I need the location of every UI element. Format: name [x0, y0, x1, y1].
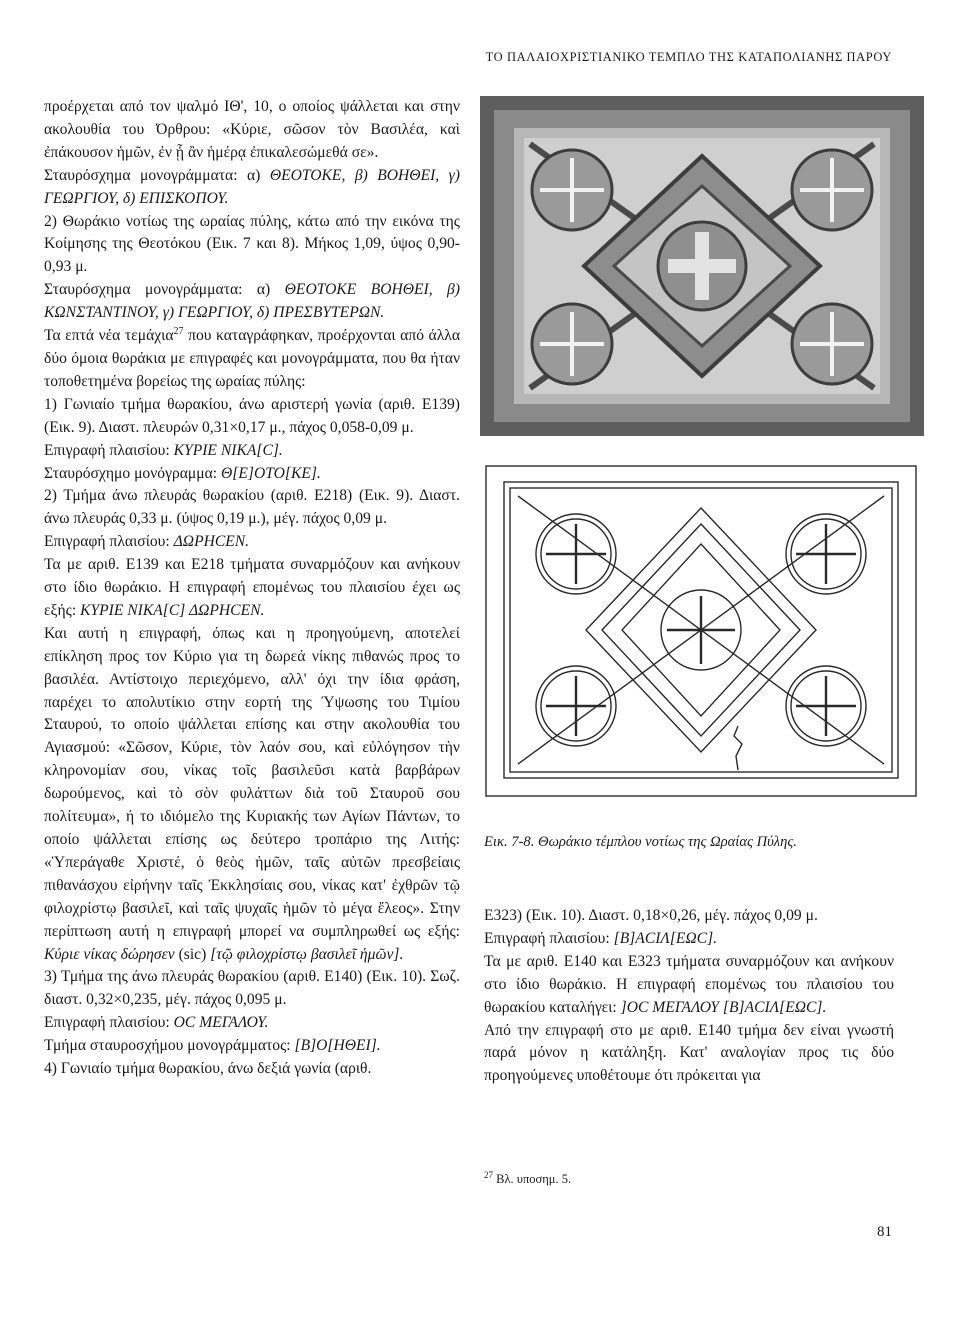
inscription: [τῷ φιλοχρίστῳ βασιλεῖ ἡμῶν]. — [210, 945, 404, 963]
paragraph: προέρχεται από τον ψαλμό ΙΘ', 10, ο οποίος ψάλλεται και στην ακολουθία του Όρθρου: «Κύριε, σῶσον τὸν Βασιλέα, καὶ ἐπάκουσον ἡμῶν, ἐν ᾗ ἂν ἡμέρᾳ ἐπικαλεσώμεθά σε». — [44, 98, 460, 161]
parapet-slab-photo-graphic — [480, 96, 924, 436]
text-run: (sic) — [174, 945, 211, 963]
paragraph — [44, 325, 460, 394]
monogram-list: ΘΕΟΤΟΚΕ, β) ΒΟΗΘΕΙ, γ) ΓΕΩΡΓΙΟΥ, δ) ΕΠΙΣΚΟΠΟΥ. — [44, 166, 460, 207]
paragraph: 4) Γωνιαίο τμήμα θωρακίου, άνω δεξιά γωνία (αριθ. — [44, 1060, 372, 1078]
paragraph: 1) Γωνιαίο τμήμα θωρακίου, άνω αριστερή γωνία (αριθ. Ε139) (Εικ. 9). Διαστ. πλευρών 0,31×0,17 μ., πάχος 0,058-0,09 μ. — [44, 395, 460, 436]
paragraph — [44, 1012, 460, 1035]
right-column — [484, 905, 894, 1088]
text-run: Επιγραφή πλαισίου: — [44, 1014, 174, 1032]
inscription: Κύριε νίκας δώρησεν — [44, 945, 175, 963]
paragraph — [44, 440, 460, 463]
page-number: 81 — [877, 1224, 892, 1240]
text-run: Επιγραφή πλαισίου: — [44, 441, 174, 459]
caption-text: Θωράκιο τέμπλου νοτίως της Ωραίας Πύλης. — [534, 834, 797, 850]
inscription: ]ΟC ΜΕΓΑΛΟΥ [Β]ΑCΙΛ[ΕΩC]. — [620, 998, 827, 1016]
parapet-slab-photo — [480, 96, 924, 436]
text-run: Σταυρόσχημο μονόγραμμα: — [44, 464, 222, 482]
footnote-ref: 27 — [173, 325, 184, 337]
paragraph — [44, 279, 460, 325]
inscription: ΚΥΡΙΕ ΝΙΚΑ[C] ΔΩΡΗCΕΝ. — [80, 601, 265, 619]
paragraph: 3) Τμήμα της άνω πλευράς θωρακίου (αριθ. Ε140) (Εικ. 10). Σωζ. διαστ. 0,32×0,235, μέγ. πάχος 0,095 μ. — [44, 968, 460, 1009]
parapet-slab-drawing — [480, 448, 924, 810]
left-column — [44, 96, 460, 1081]
inscription: ΟC ΜΕΓΑΛΟΥ. — [173, 1014, 269, 1032]
monogram-list: ΘΕΟΤΟΚΕ ΒΟΗΘΕΙ, β) ΚΩΝΣΤΑΝΤΙΝΟΥ, γ) ΓΕΩΡΓΙΟΥ, δ) ΠΡΕΣΒΥΤΕΡΩΝ. — [44, 281, 460, 322]
inscription: [Β]Ο[ΗΘΕΙ]. — [294, 1037, 381, 1055]
text-run: Σταυρόσχημα μονογράμματα: α) — [44, 281, 285, 299]
text-run: Και αυτή η επιγραφή, όπως και η προηγούμενη, αποτελεί επίκληση προς τον Κύριο για τη δωρεά νίκης πιθανώς προς το βασιλέα. Αντίστοιχο περιεχόμενο, αλλ' όχι την ίδια φράση, παρέχει το απολυτίκιο στην εορτή της Ύψωσης του Τιμίου Σταυρού, το οποίο ψάλλεται επίσης και στην ακολουθία του Αγιασμού: «Σῶσον, Κύριε, τὸν λαόν σου, καὶ εὐλόγησον τὴν κληρονομίαν σου, νίκας τοῖς βασιλεῦσι κατὰ βαρβάρων δωρούμενος, καὶ τὸ σὸν φυλάττων διὰ τοῦ Σταυροῦ σου πολίτευμα», ή το ιδιόμελο της Κυριακής των Αγίων Πάντων, το οποίο ψάλλεται επίσης ως δεύτερο τροπάριο της Λιτής: «Ὑπεράγαθε Χριστέ, ὁ θεὸς ἡμῶν, ταῖς αὐτῶν πρεσβείαις πιθανάσχου εἰρήνην ταῖς Ἐκκλησίαις σου, νίκας κατ' ἐχθρῶν τῷ φιλοχρίστῳ βασιλεῖ, καὶ ταῖς ψυχαῖς ἡμῶν τὸ μέγα ἔλεος». Στην περίπτωση αυτή η επιγραφή μπορεί να συμπληρωθεί ως εξής: — [44, 624, 460, 940]
text-run: Τα επτά νέα τεμάχια — [44, 327, 174, 345]
text-run: Επιγραφή πλαισίου: — [44, 533, 174, 551]
paragraph: Από την επιγραφή στο με αριθ. Ε140 τμήμα δεν είναι γνωστή παρά μόνον η κατάληξη. Κατ' αναλογίαν προς τις δύο προηγούμενες υποθέτουμε ότι πρόκειται για — [484, 1021, 894, 1085]
text-run: Επιγραφή πλαισίου: — [484, 929, 614, 947]
paragraph: Ε323) (Εικ. 10). Διαστ. 0,18×0,26, μέγ. πάχος 0,09 μ. — [484, 907, 818, 924]
figure-caption — [484, 834, 797, 851]
text-run: Σταυρόσχημα μονογράμματα: α) — [44, 166, 270, 184]
text-run: Τα με αριθ. Ε139 και Ε218 τμήματα συναρμόζουν και ανήκουν στο ίδιο θωράκιο. Η επιγραφή επομένως του πλαισίου έχει ως εξής: — [44, 556, 460, 619]
footnote-text: Βλ. υποσημ. 5. — [493, 1172, 572, 1186]
paragraph — [484, 928, 894, 951]
paragraph — [44, 463, 460, 486]
paragraph — [484, 951, 894, 1020]
inscription: ΔΩΡΗCΕΝ. — [173, 533, 250, 551]
paragraph — [44, 623, 460, 967]
text-run: Τμήμα σταυροσχήμου μονογράμματος: — [44, 1037, 295, 1055]
paragraph — [44, 554, 460, 623]
text-run: που καταγράφηκαν, προέρχονται από άλλα δύο όμοια θωράκια με επιγραφές και μονογράμματα, που θα ήταν τοποθετημένα βορείως της ωραίας πύλης: — [44, 327, 461, 390]
paragraph: 2) Θωράκιο νοτίως της ωραίας πύλης, κάτω από την εικόνα της Κοίμησης της Θεοτόκου (Εικ. 7 και 8). Μήκος 1,09, ύψος 0,90-0,93 μ. — [44, 212, 460, 276]
caption-prefix: Εικ. 7-8. — [484, 834, 535, 850]
footnote — [484, 1169, 572, 1187]
inscription: [Β]ΑCΙΛ[ΕΩC]. — [613, 929, 718, 947]
paragraph — [44, 165, 460, 211]
paragraph — [44, 1035, 460, 1058]
running-head: ΤΟ ΠΑΛΑΙΟΧΡΙΣΤΙΑΝΙΚΟ ΤΕΜΠΛΟ ΤΗΣ ΚΑΤΑΠΟΛΙΑΝΗΣ ΠΑΡΟΥ — [485, 50, 892, 64]
parapet-slab-drawing-graphic — [480, 448, 924, 810]
inscription: ΚΥΡΙΕ ΝΙΚΑ[C]. — [173, 441, 283, 459]
footnote-number: 27 — [484, 1169, 493, 1180]
paragraph: 2) Τμήμα άνω πλευράς θωρακίου (αριθ. Ε218) (Εικ. 9). Διαστ. άνω πλευράς 0,33 μ. (ύψος 0,19 μ.), μέγ. πάχος 0,09 μ. — [44, 487, 460, 528]
inscription: Θ[Ε]ΟΤΟ[ΚΕ]. — [221, 464, 321, 482]
text-run: Τα με αριθ. Ε140 και Ε323 τμήματα συναρμόζουν και ανήκουν στο ίδιο θωράκιο. Η επιγραφή επομένως του πλαισίου του θωρακίου καταλήγει: — [484, 952, 894, 1016]
paragraph — [44, 531, 460, 554]
